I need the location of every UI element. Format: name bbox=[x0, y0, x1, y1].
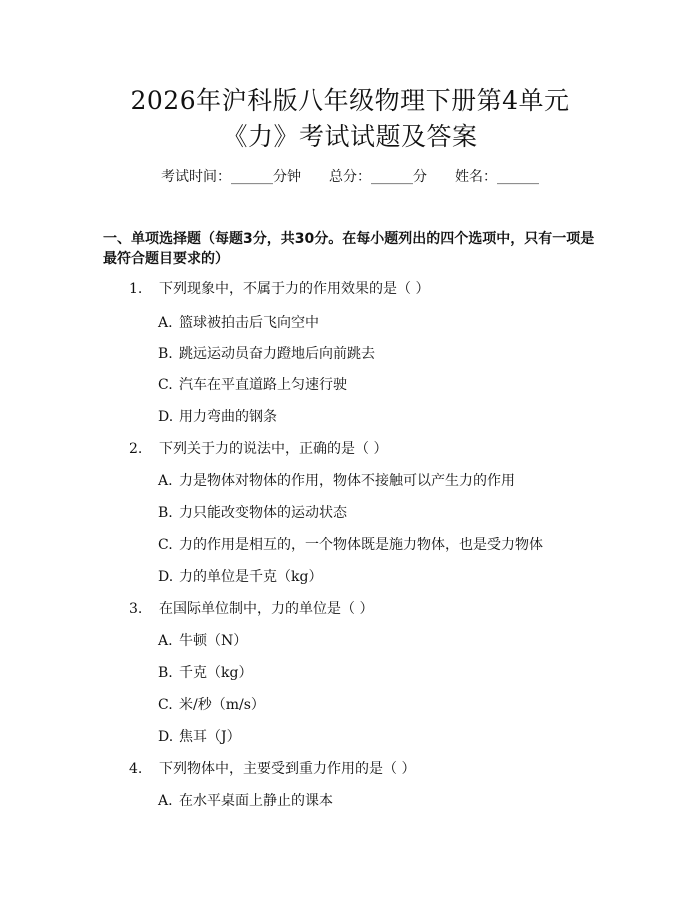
option-text: 力的作用是相互的，一个物体既是施力物体，也是受力物体 bbox=[179, 537, 543, 553]
option-letter: A. bbox=[158, 473, 173, 489]
document-title-line-1: 2026年沪科版八年级物理下册第4单元 bbox=[130, 86, 570, 115]
question-2-option-c bbox=[158, 535, 543, 555]
question-3-option-a bbox=[158, 631, 247, 651]
option-letter: D. bbox=[158, 569, 174, 585]
option-letter: C. bbox=[158, 697, 173, 713]
option-text: 焦耳（J） bbox=[179, 729, 241, 745]
question-2-option-d bbox=[158, 567, 322, 587]
question-1-option-a bbox=[158, 313, 319, 333]
option-text: 篮球被拍击后飞向空中 bbox=[179, 315, 319, 331]
question-1-option-b bbox=[158, 344, 375, 364]
question-1-option-c bbox=[158, 375, 347, 395]
option-letter: B. bbox=[158, 346, 173, 362]
question-3-option-b bbox=[158, 663, 252, 683]
option-text: 力的单位是千克（kg） bbox=[179, 569, 323, 585]
question-number: 2. bbox=[129, 441, 143, 457]
exam-time-field: 考试时间：______分钟 bbox=[161, 169, 301, 185]
option-text: 跳远运动员奋力蹬地后向前跳去 bbox=[179, 346, 375, 362]
option-letter: A. bbox=[158, 633, 173, 649]
question-2-option-b bbox=[158, 503, 347, 523]
option-letter: A. bbox=[158, 315, 173, 331]
exam-info-line bbox=[0, 166, 700, 188]
question-1-option-d bbox=[158, 407, 277, 427]
section-heading-line-2: 最符合题目要求的） bbox=[103, 251, 229, 267]
option-letter: D. bbox=[158, 729, 174, 745]
option-text: 米/秒（m/s） bbox=[179, 697, 265, 713]
option-letter: A. bbox=[158, 793, 173, 809]
option-text: 用力弯曲的钢条 bbox=[179, 409, 277, 425]
question-3 bbox=[129, 599, 373, 619]
question-3-option-c bbox=[158, 695, 265, 715]
option-letter: C. bbox=[158, 377, 173, 393]
question-number: 1. bbox=[129, 281, 143, 297]
section-heading-line-1: 一、单项选择题（每题3分，共30分。在每小题列出的四个选项中，只有一项是 bbox=[103, 231, 595, 247]
option-text: 力只能改变物体的运动状态 bbox=[179, 505, 347, 521]
option-text: 在水平桌面上静止的课本 bbox=[179, 793, 333, 809]
option-letter: B. bbox=[158, 665, 173, 681]
option-letter: B. bbox=[158, 505, 173, 521]
question-4 bbox=[129, 759, 415, 779]
question-4-option-a bbox=[158, 791, 333, 811]
option-text: 力是物体对物体的作用，物体不接触可以产生力的作用 bbox=[179, 473, 515, 489]
option-letter: D. bbox=[158, 409, 174, 425]
option-text: 牛顿（N） bbox=[179, 633, 248, 649]
option-text: 千克（kg） bbox=[179, 665, 253, 681]
total-score-field: 总分：______分 bbox=[329, 169, 427, 185]
question-text: 下列关于力的说法中，正确的是（ ） bbox=[159, 441, 388, 457]
question-1 bbox=[129, 279, 429, 299]
question-2 bbox=[129, 439, 387, 459]
question-text: 下列现象中，不属于力的作用效果的是（ ） bbox=[159, 281, 430, 297]
option-letter: C. bbox=[158, 537, 173, 553]
option-text: 汽车在平直道路上匀速行驶 bbox=[179, 377, 347, 393]
question-text: 在国际单位制中，力的单位是（ ） bbox=[159, 601, 374, 617]
question-2-option-a bbox=[158, 471, 515, 491]
question-text: 下列物体中，主要受到重力作用的是（ ） bbox=[159, 761, 416, 777]
question-number: 3. bbox=[129, 601, 143, 617]
question-number: 4. bbox=[129, 761, 143, 777]
question-3-option-d bbox=[158, 727, 241, 747]
student-name-field: 姓名：______ bbox=[455, 169, 539, 185]
document-title-line-2: 《力》考试试题及答案 bbox=[222, 122, 478, 151]
